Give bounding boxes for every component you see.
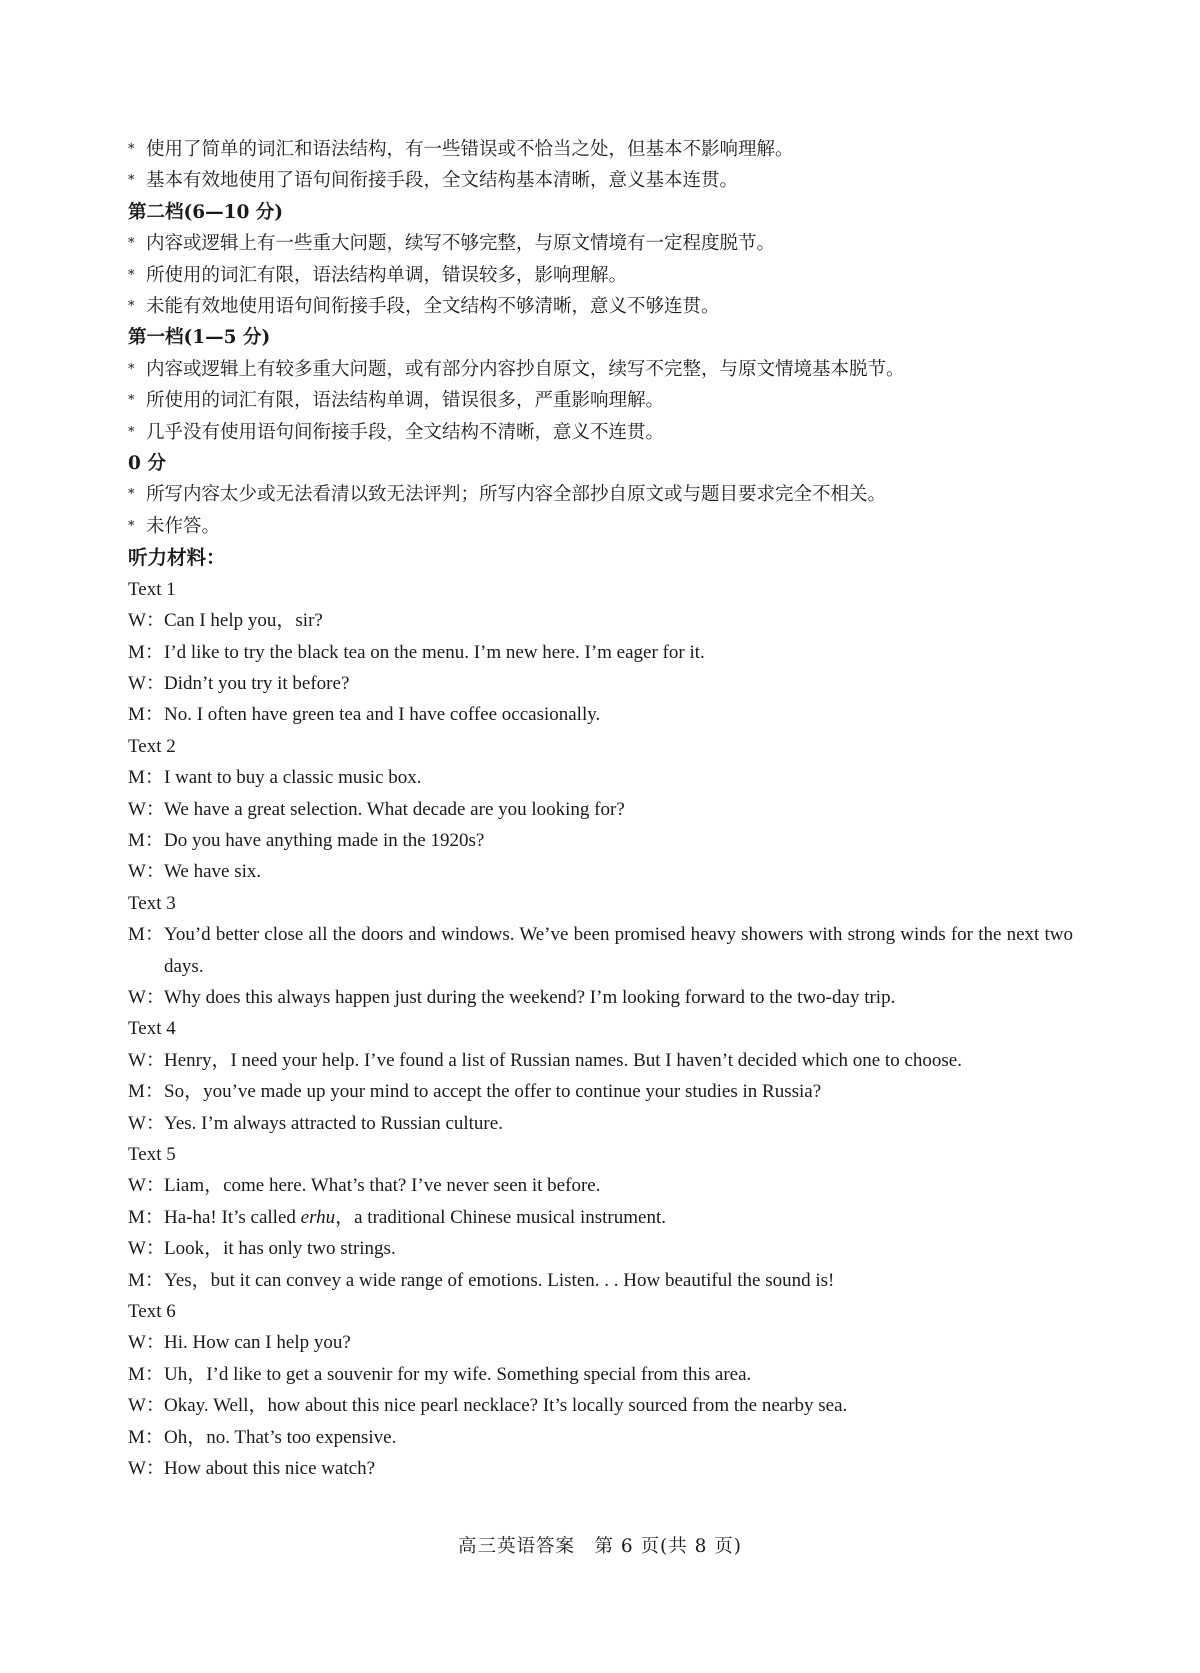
dialogue-line: [128, 1045, 1073, 1076]
rubric-item: * 所使用的词汇有限，语法结构单调，错误较多，影响理解。: [128, 260, 1073, 291]
text-label: Text 5: [128, 1144, 176, 1165]
bullet-mark: *: [128, 361, 135, 377]
rubric-item: * 几乎没有使用语句间衔接手段，全文结构不清晰，意义不连贯。: [128, 417, 1073, 448]
dialogue-text: Look，it has only two strings.: [164, 1238, 396, 1260]
speaker-label: W：: [128, 1332, 165, 1354]
text-label: Text 6: [128, 1301, 176, 1323]
rubric-item: * 所使用的词汇有限，语法结构单调，错误很多，严重影响理解。: [128, 385, 1073, 416]
dialogue-text: Yes，but it can convey a wide range of emotions. Listen. . . How beautiful the sound is!: [164, 1269, 835, 1291]
dialogue-text: Oh，no. That’s too expensive.: [164, 1426, 397, 1448]
dialogue-text: We have a great selection. What decade are you looking for?: [164, 798, 625, 820]
listening-title: 听力材料：: [128, 546, 226, 570]
dialogue-text: Ha-ha! It’s called erhu，a traditional Chinese musical instrument.: [164, 1206, 666, 1228]
speaker-label: W：: [128, 1395, 165, 1417]
dialogue-text: Uh，I’d like to get a souvenir for my wife. Something special from this area.: [164, 1363, 752, 1385]
speaker-label: W：: [128, 1112, 165, 1134]
level2-heading: 第二档(6—10 分): [128, 201, 284, 223]
dialogue-text: Why does this always happen just during the weekend? I’m looking forward to the two-day trip.: [164, 986, 896, 1008]
level1-heading: 第一档(1—5 分): [128, 327, 271, 349]
text-label: Text 1: [128, 578, 176, 600]
dialogue-line: [128, 1390, 1073, 1421]
text-label: Text 3: [128, 892, 176, 914]
rubric-item: * 所写内容太少或无法看清以致无法评判；所写内容全部抄自原文或与题目要求完全不相关。: [128, 479, 1073, 510]
dialogue-text: I want to buy a classic music box.: [164, 767, 422, 789]
dialogue-line: [128, 1170, 1073, 1201]
dialogue-line: [128, 825, 1073, 856]
dialogue-line: [128, 605, 1073, 636]
listening-texts: [128, 574, 1073, 1485]
dialogue-text: Can I help you，sir?: [164, 610, 323, 632]
speaker-label: M：: [128, 1363, 164, 1385]
speaker-label: M：: [128, 641, 164, 663]
bullet-mark: *: [128, 487, 135, 503]
dialogue-text: Yes. I’m always attracted to Russian culture.: [164, 1112, 503, 1134]
bullet-mark: *: [128, 518, 135, 534]
text-label: Text 4: [128, 1018, 176, 1040]
speaker-label: M：: [128, 704, 164, 726]
dialogue-line: [128, 1359, 1073, 1390]
speaker-label: M：: [128, 1081, 164, 1103]
speaker-label: W：: [128, 1458, 165, 1480]
dialogue-line: [128, 668, 1073, 699]
rubric-item: * 内容或逻辑上有一些重大问题，续写不够完整，与原文情境有一定程度脱节。: [128, 228, 1073, 259]
level0-heading: 0 分: [128, 453, 166, 475]
rubric-item: * 使用了简单的词汇和语法结构，有一些错误或不恰当之处，但基本不影响理解。: [128, 134, 1073, 165]
dialogue-line: [128, 1076, 1073, 1107]
dialogue-text: You’d better close all the doors and windows. We’ve been promised heavy showers with strong winds for the next two days.: [164, 924, 1073, 977]
speaker-label: W：: [128, 798, 165, 820]
rubric-item: * 基本有效地使用了语句间衔接手段，全文结构基本清晰，意义基本连贯。: [128, 165, 1073, 196]
dialogue-text: I’d like to try the black tea on the menu. I’m new here. I’m eager for it.: [164, 641, 705, 663]
dialogue-line: [128, 1422, 1073, 1453]
dialogue-line: [128, 1327, 1073, 1358]
speaker-label: W：: [128, 1175, 165, 1197]
bullet-mark: *: [128, 424, 135, 440]
text-label: Text 2: [128, 735, 176, 757]
dialogue-text: Henry，I need your help. I’ve found a list of Russian names. But I haven’t decided which one to choose.: [164, 1049, 962, 1071]
dialogue-text: No. I often have green tea and I have coffee occasionally.: [164, 704, 601, 726]
speaker-label: M：: [128, 829, 164, 851]
dialogue-line: [128, 919, 1073, 982]
speaker-label: M：: [128, 1269, 164, 1291]
dialogue-line: [128, 637, 1073, 668]
rubric-item: * 未能有效地使用语句间衔接手段，全文结构不够清晰，意义不够连贯。: [128, 291, 1073, 322]
dialogue-line: [128, 794, 1073, 825]
speaker-label: W：: [128, 1049, 165, 1071]
dialogue-line: [128, 982, 1073, 1013]
speaker-label: W：: [128, 610, 165, 632]
page-content: [128, 134, 1073, 1484]
dialogue-line: [128, 1202, 1073, 1233]
bullet-mark: *: [128, 142, 135, 157]
dialogue-line: [128, 856, 1073, 887]
bullet-mark: *: [128, 173, 135, 189]
bullet-mark: *: [128, 236, 135, 252]
dialogue-text: Okay. Well，how about this nice pearl necklace? It’s locally sourced from the nearby sea.: [164, 1395, 848, 1417]
dialogue-text: Do you have anything made in the 1920s?: [164, 829, 485, 851]
speaker-label: W：: [128, 672, 165, 694]
speaker-label: M：: [128, 1206, 164, 1228]
rubric-item: * 未作答。: [128, 511, 1073, 542]
speaker-label: M：: [128, 767, 164, 789]
dialogue-line: [128, 762, 1073, 793]
dialogue-text: Hi. How can I help you?: [164, 1332, 351, 1354]
rubric-item: * 内容或逻辑上有较多重大问题，或有部分内容抄自原文，续写不完整，与原文情境基本脱节。: [128, 354, 1073, 385]
dialogue-text: So，you’ve made up your mind to accept the offer to continue your studies in Russia?: [164, 1081, 822, 1103]
dialogue-line: [128, 1453, 1073, 1484]
dialogue-text: We have six.: [164, 861, 262, 883]
dialogue-line: [128, 699, 1073, 730]
speaker-label: M：: [128, 1426, 164, 1448]
speaker-label: M：: [128, 924, 164, 946]
speaker-label: W：: [128, 861, 165, 883]
dialogue-text: Liam，come here. What’s that? I’ve never seen it before.: [164, 1175, 601, 1197]
dialogue-line: [128, 1108, 1073, 1139]
dialogue-text: How about this nice watch?: [164, 1458, 376, 1480]
bullet-mark: *: [128, 267, 135, 283]
dialogue-line: [128, 1233, 1073, 1264]
speaker-label: W：: [128, 1238, 165, 1260]
bullet-mark: *: [128, 393, 135, 409]
bullet-mark: *: [128, 299, 135, 315]
dialogue-text: Didn’t you try it before?: [164, 672, 350, 694]
page-footer: 高三英语答案 第 6 页(共 8 页): [458, 1536, 742, 1557]
dialogue-line: [128, 1265, 1073, 1296]
speaker-label: W：: [128, 986, 165, 1008]
